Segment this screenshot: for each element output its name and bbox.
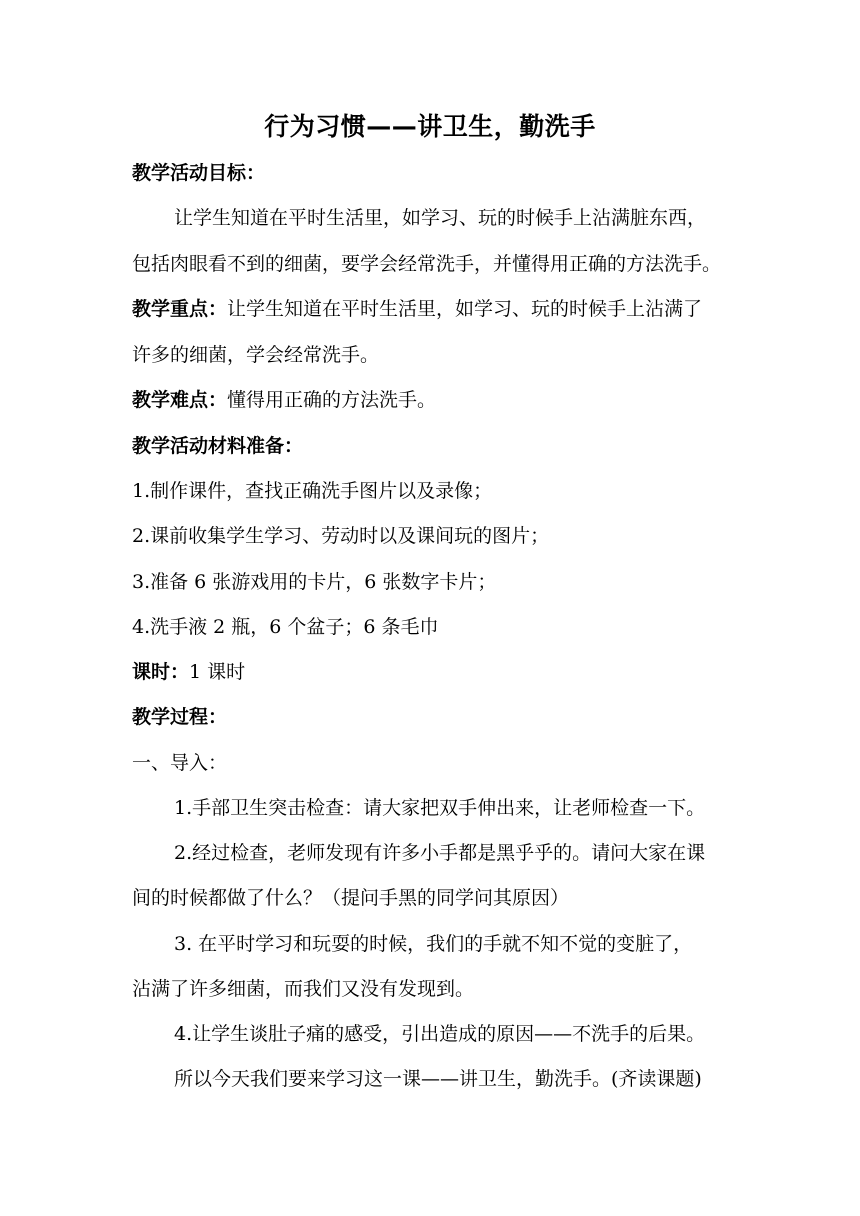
difficulty-text: 懂得用正确的方法洗手。 <box>227 389 437 411</box>
process-paragraph-5: 所以今天我们要来学习这一课——讲卫生，勤洗手。(齐读课题) <box>174 1068 702 1090</box>
goal-text-line-1: 让学生知道在平时生活里，如学习、玩的时候手上沾满脏东西， <box>174 207 707 229</box>
hours-line <box>132 657 732 687</box>
key-point-line-1 <box>132 294 732 324</box>
key-point-label: 教学重点： <box>132 298 228 320</box>
materials-item-3: 3.准备 6 张游戏用的卡片，6 张数字卡片； <box>132 571 497 593</box>
materials-item-4: 4.洗手液 2 瓶，6 个盆子；6 条毛巾 <box>132 616 439 638</box>
process-heading: 教学过程： <box>132 706 228 728</box>
difficulty-line <box>132 385 732 415</box>
materials-item-1: 1.制作课件，查找正确洗手图片以及录像； <box>132 480 493 502</box>
process-paragraph-2-line-1: 2.经过检查，老师发现有许多小手都是黑乎乎的。请问大家在课 <box>174 842 706 864</box>
materials-item-2: 2.课前收集学生学习、劳动时以及课间玩的图片； <box>132 525 550 547</box>
difficulty-label: 教学难点： <box>132 389 228 411</box>
materials-heading: 教学活动材料准备： <box>132 435 304 457</box>
section-intro-heading: 一、导入： <box>132 752 228 774</box>
document-title: 行为习惯——讲卫生，勤洗手 <box>264 112 596 141</box>
goal-text-line-2: 包括肉眼看不到的细菌，要学会经常洗手，并懂得用正确的方法洗手。 <box>132 253 722 275</box>
hours-text: 1 课时 <box>189 661 246 683</box>
key-point-text: 让学生知道在平时生活里，如学习、玩的时候手上沾满了 <box>227 298 703 320</box>
process-paragraph-3-line-1: 3. 在平时学习和玩耍的时候，我们的手就不知不觉的变脏了， <box>174 933 693 955</box>
key-point-line-2: 许多的细菌，学会经常洗手。 <box>132 344 380 366</box>
goal-heading: 教学活动目标： <box>132 162 266 184</box>
process-paragraph-1: 1.手部卫生突击检查：请大家把双手伸出来，让老师检查一下。 <box>174 797 706 819</box>
process-paragraph-4: 4.让学生谈肚子痛的感受，引出造成的原因——不洗手的后果。 <box>174 1023 706 1045</box>
process-paragraph-2-line-2: 间的时候都做了什么？（提问手黑的同学问其原因） <box>132 887 570 909</box>
hours-label: 课时： <box>132 661 190 683</box>
process-paragraph-3-line-2: 沾满了许多细菌，而我们又没有发现到。 <box>132 978 475 1000</box>
